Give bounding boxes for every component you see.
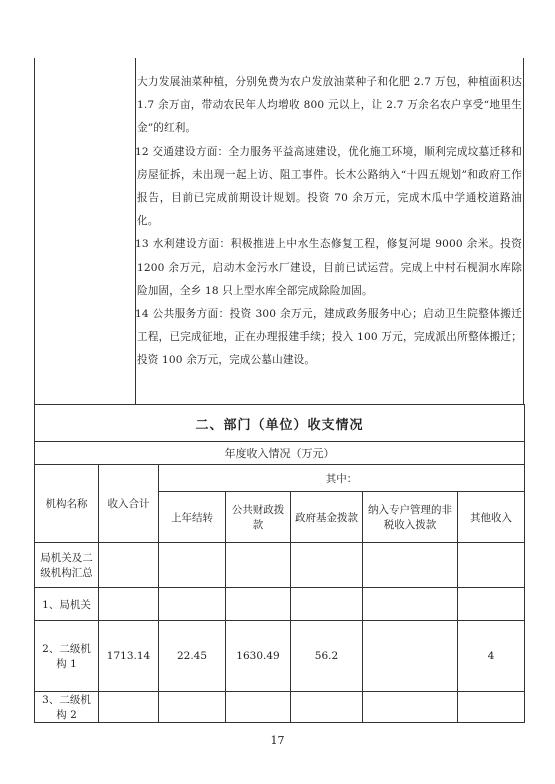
header-total: 收入合计 bbox=[99, 465, 159, 543]
cell-prev bbox=[159, 692, 226, 723]
paragraph-water: 13 水利建设方面：积极推进上中水生态修复工程，修复河堤 9000 余米。投资 1200 余万元，启动木金污水厂建设，目前已试运营。完成上中村石枧洞水库除险加固，全乡 18 只上型水库全部完成除险加固。 bbox=[135, 238, 522, 297]
cell-fund bbox=[291, 692, 363, 723]
table-row bbox=[35, 543, 525, 588]
body-text bbox=[137, 71, 522, 373]
cell-total: 1713.14 bbox=[99, 621, 159, 692]
row-name: 2、二级机构 1 bbox=[35, 621, 99, 692]
cell-total bbox=[99, 692, 159, 723]
cell-other bbox=[458, 588, 525, 621]
header-fund: 政府基金拨款 bbox=[291, 492, 363, 543]
cell-fiscal bbox=[226, 692, 291, 723]
table-row bbox=[35, 692, 525, 723]
paragraph-public-service: 14 公共服务方面：投资 300 余万元，建成政务服务中心；启动卫生院整体搬迁工程，已完成征地，正在办理报建手续；投入 100 万元，完成派出所整体搬迁；投资 100 余万元，完成公墓山建设。 bbox=[135, 308, 522, 367]
cell-prev bbox=[159, 543, 226, 588]
cell-total bbox=[99, 543, 159, 588]
table-row bbox=[35, 588, 525, 621]
header-other: 其他收入 bbox=[458, 492, 525, 543]
cell-non-tax bbox=[363, 692, 458, 723]
cell-prev bbox=[159, 588, 226, 621]
cell-fund: 56.2 bbox=[291, 621, 363, 692]
table-subtitle: 年度收入情况（万元） bbox=[35, 442, 525, 465]
cell-non-tax bbox=[363, 621, 458, 692]
column-divider bbox=[135, 58, 136, 404]
header-fiscal: 公共财政拨款 bbox=[226, 492, 291, 543]
cell-fiscal: 1630.49 bbox=[226, 621, 291, 692]
cell-total bbox=[99, 588, 159, 621]
paragraph-rapeseed: 大力发展油菜种植，分别免费为农户发放油菜种子和化肥 2.7 万包，种植面积达 1.7 余万亩，带动农民年人均增收 800 元以上，让 2.7 万余名农户享受“地里生金”的红利。 bbox=[137, 76, 522, 135]
table-row bbox=[35, 621, 525, 692]
row-name: 3、二级机构 2 bbox=[35, 692, 99, 723]
paragraph-transport: 12 交通建设方面：全力服务平益高速建设，优化施工环境，顺利完成坟墓迁移和房屋征拆，未出现一起上访、阻工事件。长木公路纳入“十四五规划”和政府工作报告，目前已完成前期设计规划。投资 70 余万元，完成木瓜中学通校道路油化。 bbox=[135, 145, 522, 228]
header-among: 其中： bbox=[159, 465, 525, 492]
row-name: 1、局机关 bbox=[35, 588, 99, 621]
cell-fiscal bbox=[226, 588, 291, 621]
cell-other: 4 bbox=[458, 621, 525, 692]
cell-fund bbox=[291, 543, 363, 588]
header-prev-balance: 上年结转 bbox=[159, 492, 226, 543]
cell-prev: 22.45 bbox=[159, 621, 226, 692]
row-name: 局机关及二级机构汇总 bbox=[35, 543, 99, 588]
cell-other bbox=[458, 543, 525, 588]
header-org-name: 机构名称 bbox=[35, 465, 99, 543]
page-number: 17 bbox=[270, 734, 285, 747]
cell-non-tax bbox=[363, 588, 458, 621]
header-non-tax: 纳入专户管理的非税收入拨款 bbox=[363, 492, 458, 543]
cell-fund bbox=[291, 588, 363, 621]
section-title: 二、部门（单位）收支情况 bbox=[35, 405, 525, 442]
cell-fiscal bbox=[226, 543, 291, 588]
income-table bbox=[34, 404, 525, 723]
cell-non-tax bbox=[363, 543, 458, 588]
cell-other bbox=[458, 692, 525, 723]
